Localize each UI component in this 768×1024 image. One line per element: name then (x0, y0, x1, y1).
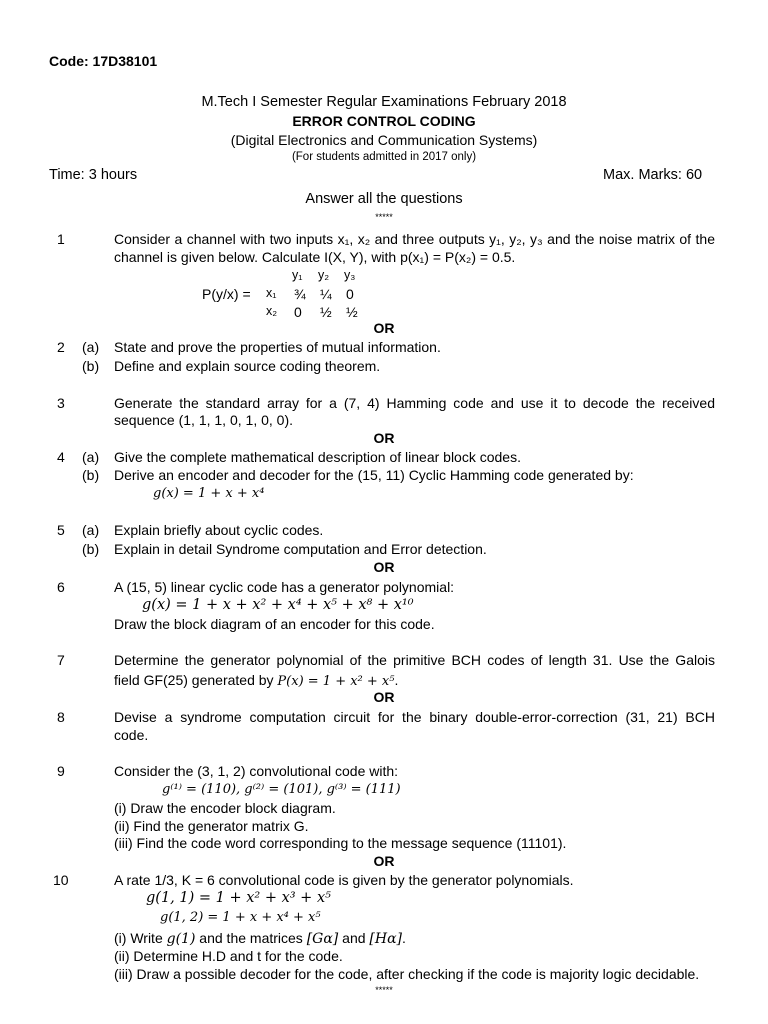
sub-label-a: (a) (82, 449, 100, 465)
q7-equation: P(x) = 1 + x² + x⁵ (277, 674, 395, 689)
q7-line2 (114, 672, 398, 689)
sub-label-b: (b) (82, 467, 100, 483)
admitted-note: (For students admitted in 2017 only) (291, 151, 477, 163)
stars-bottom: ***** (375, 985, 393, 995)
q4-part-a: Give the complete mathematical description of linear block codes. (114, 449, 521, 465)
q5-part-b: Explain in detail Syndrome computation and Error detection. (114, 541, 487, 557)
sub-label-b: (b) (82, 541, 100, 557)
q10-g1: g(1) (166, 931, 196, 947)
q6-line2: Draw the block diagram of an encoder for this code. (114, 616, 435, 632)
q7-period: . (394, 672, 399, 688)
time-label: Time: 3 hours (49, 167, 138, 183)
q2-part-a: State and prove the properties of mutual information. (114, 339, 441, 355)
question-number-3: 3 (57, 395, 65, 411)
q4-equation: g(x) = 1 + x + x⁴ (153, 486, 265, 501)
q9-equation: g⁽¹⁾ = (110), g⁽²⁾ = (101), g⁽³⁾ = (111) (162, 782, 401, 797)
matrix-col-y2: y₂ (318, 268, 330, 282)
q10-part-iii: (iii) Draw a possible decoder for the code, after checking if the code is majority logic decidable. (114, 966, 700, 982)
question-number-1: 1 (57, 231, 65, 247)
q8-line1: Devise a syndrome computation circuit for the binary double-error-correction (31, 21) BCH (114, 709, 715, 725)
matrix-col-y1: y₁ (292, 268, 303, 282)
or-divider: OR (373, 559, 395, 575)
sub-label-b: (b) (82, 358, 100, 374)
q9-part-i: (i) Draw the encoder block diagram. (114, 800, 336, 816)
q6-line1: A (15, 5) linear cyclic code has a generator polynomial: (114, 579, 455, 595)
matrix-row-x1: x₁ (266, 286, 277, 300)
matrix-cell: ¼ (320, 286, 332, 302)
q10-part-i (114, 930, 406, 947)
q1-line1: Consider a channel with two inputs x₁, x₂ and three outputs y₁, y₂, y₃ and the noise matrix of the (114, 231, 715, 247)
q6-equation: g(x) = 1 + x + x² + x⁴ + x⁵ + x⁸ + x¹⁰ (142, 597, 414, 613)
question-number-4: 4 (57, 449, 65, 465)
or-divider: OR (373, 430, 395, 446)
max-marks: Max. Marks: 60 (603, 167, 703, 183)
matrix-label: P(y/x) = (202, 286, 251, 302)
q3-line1: Generate the standard array for a (7, 4) Hamming code and use it to decode the received (114, 395, 715, 411)
exam-title: M.Tech I Semester Regular Examinations February 2018 (201, 94, 567, 110)
matrix-col-y3: y₃ (344, 268, 356, 282)
q4-part-b: Derive an encoder and decoder for the (15, 11) Cyclic Hamming code generated by: (114, 467, 634, 483)
q9-part-ii: (ii) Find the generator matrix G. (114, 818, 309, 834)
question-number-9: 9 (57, 763, 65, 779)
or-divider: OR (373, 853, 395, 869)
question-number-6: 6 (57, 579, 65, 595)
matrix-cell: ½ (320, 304, 332, 320)
exam-code: Code: 17D38101 (49, 53, 158, 69)
q10-equation-2: g(1, 2) = 1 + x + x⁴ + x⁵ (160, 910, 321, 925)
or-divider: OR (373, 320, 395, 336)
sub-label-a: (a) (82, 339, 100, 355)
q10-equation-1: g(1, 1) = 1 + x² + x³ + x⁵ (146, 890, 331, 906)
q10-g-alpha: [Gα] (306, 931, 339, 947)
matrix-cell: 0 (294, 304, 302, 320)
stars-top: ***** (375, 212, 393, 222)
question-number-8: 8 (57, 709, 65, 725)
branch: (Digital Electronics and Communication Systems) (230, 132, 538, 148)
q7-line2-text: field GF(25) generated by (114, 672, 278, 688)
sub-label-a: (a) (82, 522, 100, 538)
q1-line2: channel is given below. Calculate I(X, Y), with p(x₁) = P(x₂) = 0.5. (114, 249, 516, 265)
matrix-cell: ¾ (294, 286, 306, 302)
q5-part-a: Explain briefly about cyclic codes. (114, 522, 324, 538)
q10-part-i-text: . (402, 930, 406, 946)
q10-h-alpha: [Hα] (369, 931, 402, 947)
q8-line2: code. (114, 727, 149, 743)
q7-line1: Determine the generator polynomial of the primitive BCH codes of length 31. Use the Galois (114, 652, 715, 668)
subject-title: ERROR CONTROL CODING (292, 113, 476, 129)
q2-part-b: Define and explain source coding theorem. (114, 358, 381, 374)
instruction: Answer all the questions (305, 191, 463, 207)
question-number-2: 2 (57, 339, 65, 355)
question-number-7: 7 (57, 652, 65, 668)
matrix-cell: ½ (346, 304, 358, 320)
q9-line1: Consider the (3, 1, 2) convolutional code with: (114, 763, 399, 779)
q3-line2: sequence (1, 1, 1, 0, 1, 0, 0). (114, 412, 293, 428)
question-number-10: 10 (53, 872, 69, 888)
q10-line1: A rate 1/3, K = 6 convolutional code is given by the generator polynomials. (114, 872, 574, 888)
matrix-row-x2: x₂ (266, 304, 278, 318)
matrix-cell: 0 (346, 286, 354, 302)
q10-part-i-text: and the matrices (195, 930, 307, 946)
q10-part-ii: (ii) Determine H.D and t for the code. (114, 948, 343, 964)
q9-part-iii: (iii) Find the code word corresponding to the message sequence (11101). (114, 835, 567, 851)
question-number-5: 5 (57, 522, 65, 538)
q10-part-i-text: (i) Write (114, 930, 167, 946)
or-divider: OR (373, 689, 395, 705)
q10-part-i-text: and (338, 930, 370, 946)
